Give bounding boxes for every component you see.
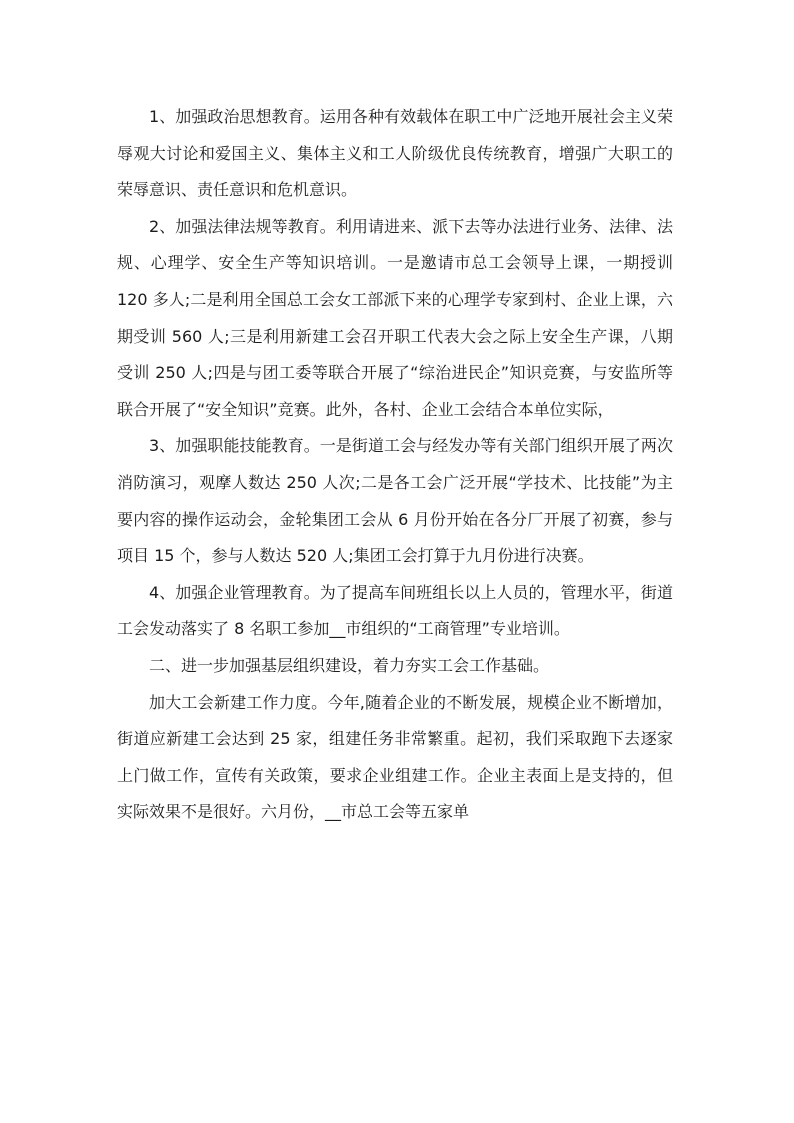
section-heading-grassroots: 二、进一步加强基层组织建设，着力夯实工会工作基础。 (149, 655, 550, 675)
paragraph-legal-education: 2、加强法律法规等教育。利用请进来、派下去等办法进行业务、法律、法规、心理学、安全生产等知识培训。一是邀请市总工会领导上课，一期授训 120 多人;二是利用全国总工会女工部派下来的心理学专家到村、企业上课，六期受训 560 人;三是利用新建工会召开职工代表大会之际上安全生产课，八期受训 250 人;四是与团工委等联合开展了“综治进民企”知识竞赛，与安监所等联合开展了“安全知识”竞赛。此外，各村、企业工会结合本单位实际， (117, 216, 673, 419)
paragraph-new-unions: 加大工会新建工作力度。今年,随着企业的不断发展，规模企业不断增加，街道应新建工会达到 25 家，组建任务非常繁重。起初，我们采取跑下去逐家上门做工作，宣传有关政策，要求企业组建工作。企业主表面上是支持的，但实际效果不是很好。六月份，__市总工会等五家单 (117, 692, 673, 822)
paragraph-skills-education: 3、加强职能技能教育。一是街道工会与经发办等有关部门组织开展了两次消防演习，观摩人数达 250 人次;二是各工会广泛开展“学技术、比技能”为主要内容的操作运动会，金轮集团工会从 6 月份开始在各分厂开展了初赛，参与项目 15 个，参与人数达 520 人;集团工会打算于九月份进行决赛。 (117, 436, 673, 566)
paragraph-management-education: 4、加强企业管理教育。为了提高车间班组长以上人员的，管理水平，街道工会发动落实了 8 名职工参加__市组织的“工商管理”专业培训。 (117, 582, 673, 639)
document-body (117, 99, 673, 831)
paragraph-political-education: 1、加强政治思想教育。运用各种有效载体在职工中广泛地开展社会主义荣辱观大讨论和爱国主义、集体主义和工人阶级优良传统教育，增强广大职工的荣辱意识、责任意识和危机意识。 (117, 107, 673, 200)
